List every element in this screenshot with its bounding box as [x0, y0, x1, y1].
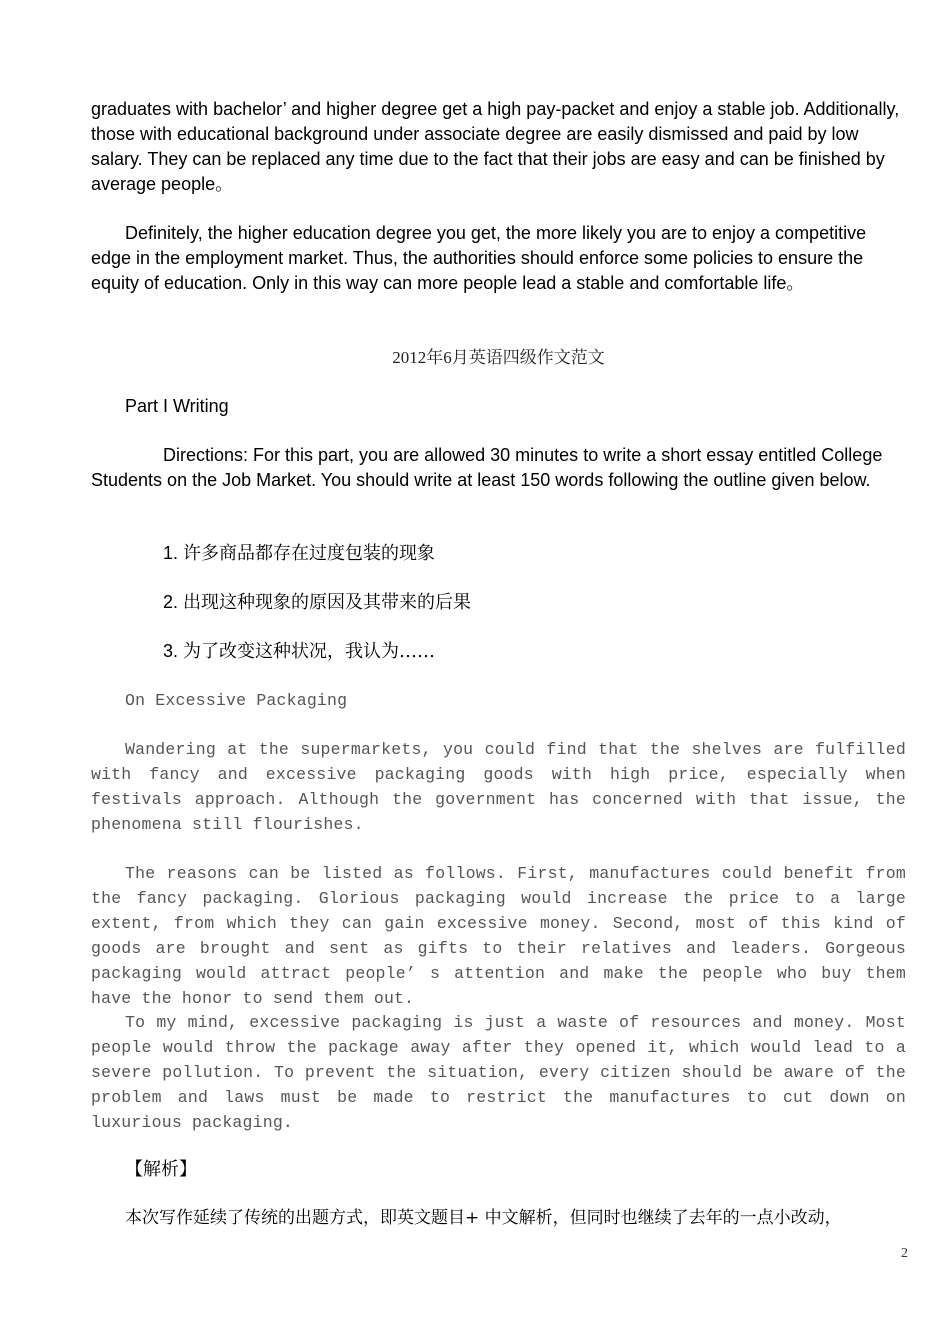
part-label: Part I Writing — [125, 396, 229, 416]
outline-item-text: 为了改变这种状况，我认为…… — [183, 641, 436, 662]
essay-paragraph-3: To my mind, excessive packaging is just a waste of resources and money. Most people would throw the package away after they opened it, which would lead to a severe pollution. To prevent the situation, every citizen should be aware of the problem and laws must be made to restrict the manufactures to cut down on luxurious packaging. — [91, 1013, 906, 1132]
body-paragraph-1: graduates with bachelor’ and higher degree get a high pay-packet and enjoy a stable job. Additionally, those with educational background under associate degree are easily dismissed and paid by low salary. They can be replaced any time due to the fact that their jobs are easy and can be finished by average people。 — [91, 99, 900, 194]
outline-item-text: 许多商品都存在过度包装的现象 — [183, 543, 436, 564]
analysis-heading: 【解析】 — [125, 1159, 197, 1180]
outline-item-number: 3. — [163, 641, 179, 661]
analysis-text: 本次写作延续了传统的出题方式，即英文题目+ 中文解析，但同时也继续了去年的一点小改动， — [125, 1208, 842, 1228]
body-paragraph-2: Definitely, the higher education degree you get, the more likely you are to enjoy a competitive edge in the employment market. Thus, the authorities should enforce some policies to ensure the equity of education. Only in this way can more people lead a stable and comfortable life。 — [91, 223, 867, 293]
outline-item-1 — [163, 541, 435, 566]
outline-item-2 — [163, 590, 471, 615]
page-number: 2 — [901, 1246, 908, 1261]
outline-item-number: 1. — [163, 543, 179, 563]
outline-item-text: 出现这种现象的原因及其带来的后果 — [183, 592, 472, 613]
essay-title: On Excessive Packaging — [125, 691, 348, 710]
essay-paragraph-2: The reasons can be listed as follows. First, manufactures could benefit from the fancy packaging. Glorious packaging would increase the price to a large extent, from which they can gain excessive money. Second, most of this kind of goods are brought and sent as gifts to their relatives and leaders. Gorgeous packaging would attract people’ s attention and make the people who buy them have the honor to send them out. — [91, 864, 906, 1008]
outline-item-number: 2. — [163, 592, 179, 612]
directions-paragraph: Directions: For this part, you are allowed 30 minutes to write a short essay entitled College Students on the Job Market. You should write at least 150 words following the outline given below. — [91, 445, 883, 490]
essay-paragraph-1: Wandering at the supermarkets, you could find that the shelves are fulfilled with fancy and excessive packaging goods with high price, especially when festivals approach. Although the government has concerned with that issue, the phenomena still flourishes. — [91, 740, 906, 834]
section-title: 2012年6月英语四级作文范文 — [392, 348, 605, 367]
outline-item-3 — [163, 639, 435, 664]
